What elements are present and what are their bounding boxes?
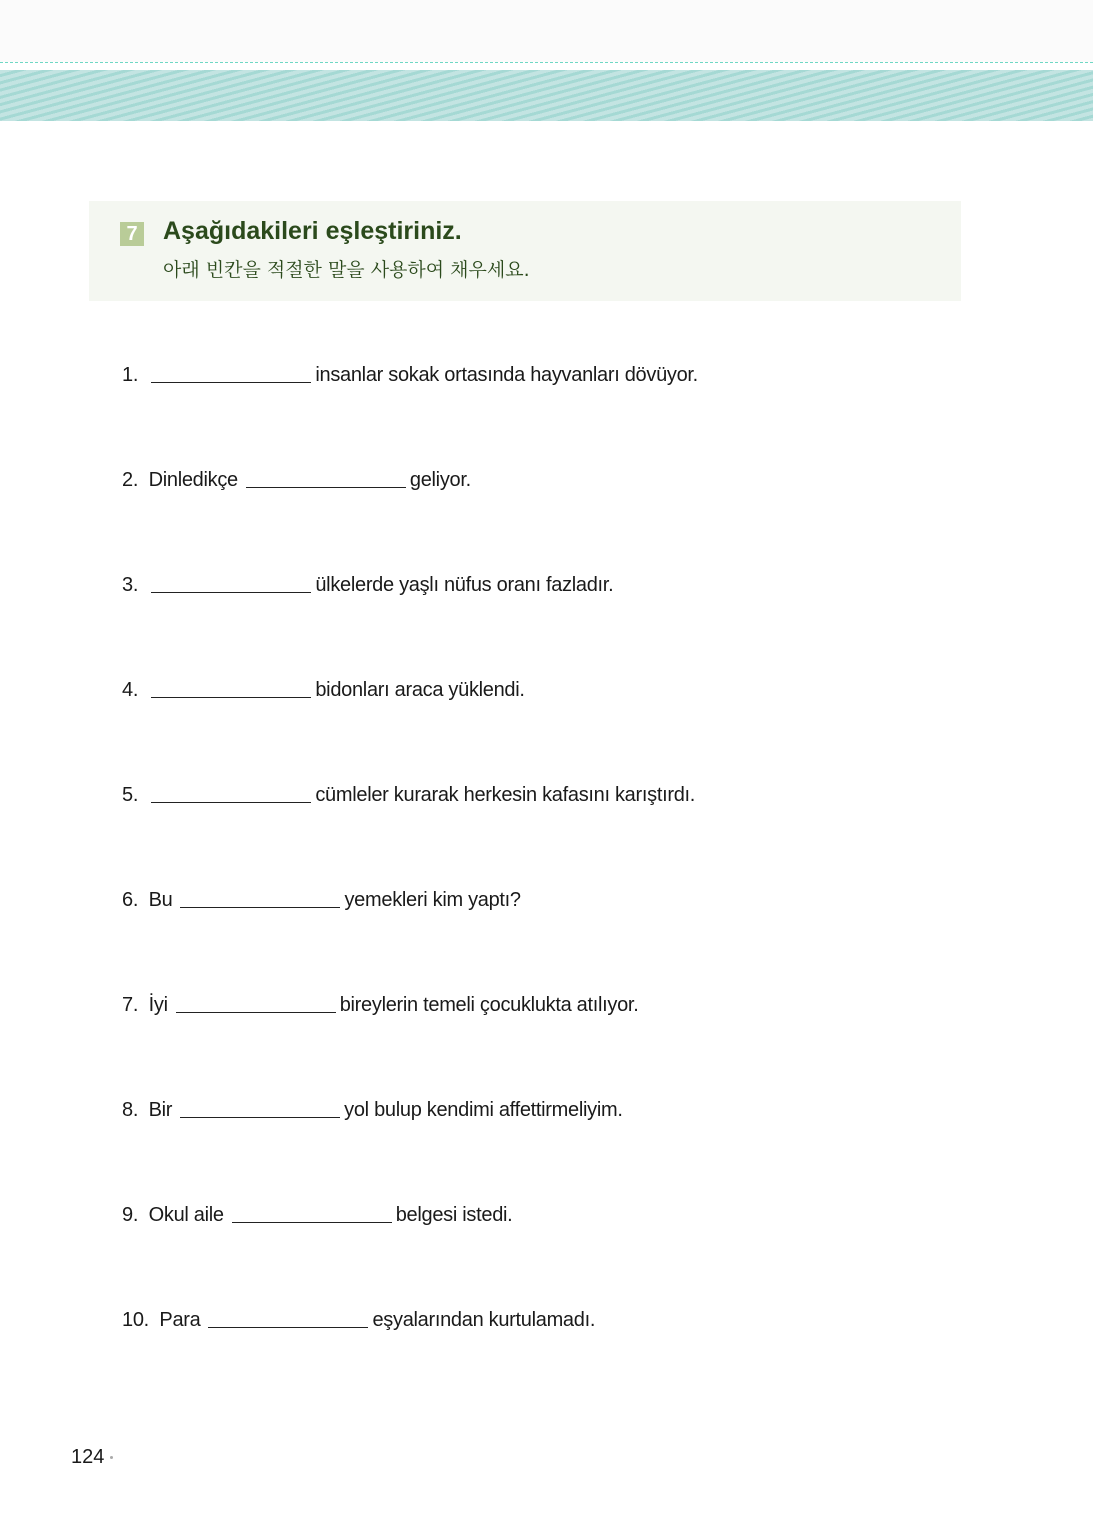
answer-blank[interactable] <box>246 469 406 488</box>
item-number: 7. <box>122 994 139 1016</box>
exercise-title: Aşağıdakileri eşleştiriniz. <box>163 217 462 245</box>
exercise-item <box>122 1099 623 1122</box>
item-number: 2. <box>122 469 139 491</box>
top-margin <box>0 0 1093 62</box>
item-number: 1. <box>122 364 139 386</box>
item-suffix: geliyor. <box>409 469 471 491</box>
exercise-number: 7 <box>120 222 144 246</box>
exercise-item <box>122 1204 512 1227</box>
answer-blank[interactable] <box>151 784 311 803</box>
answer-blank[interactable] <box>180 1099 340 1118</box>
exercise-item <box>122 679 525 702</box>
exercise-header <box>89 201 961 301</box>
answer-blank[interactable] <box>151 364 311 383</box>
item-prefix: Bir <box>148 1099 173 1121</box>
answer-blank[interactable] <box>208 1309 368 1328</box>
item-suffix: insanlar sokak ortasında hayvanları dövüyor. <box>315 364 698 386</box>
item-number: 3. <box>122 574 139 596</box>
item-prefix: İyi <box>148 994 168 1016</box>
exercise-item <box>122 1309 595 1332</box>
item-prefix: Dinledikçe <box>148 469 238 491</box>
answer-blank[interactable] <box>232 1204 392 1223</box>
exercise-item <box>122 574 613 597</box>
item-suffix: ülkelerde yaşlı nüfus oranı fazladır. <box>315 574 614 596</box>
item-number: 9. <box>122 1204 139 1226</box>
answer-blank[interactable] <box>180 889 340 908</box>
exercise-subtitle: 아래 빈칸을 적절한 말을 사용하여 채우세요. <box>163 259 530 281</box>
item-number: 4. <box>122 679 139 701</box>
item-suffix: cümleler kurarak herkesin kafasını karıştırdı. <box>315 784 696 806</box>
item-number: 6. <box>122 889 139 911</box>
exercise-item <box>122 784 695 807</box>
item-number: 8. <box>122 1099 139 1121</box>
exercise-item <box>122 994 638 1017</box>
decorative-header-band <box>0 70 1093 121</box>
item-number: 10. <box>122 1309 149 1331</box>
exercise-item <box>122 889 521 912</box>
page-dot <box>110 1456 113 1459</box>
answer-blank[interactable] <box>151 679 311 698</box>
item-suffix: belgesi istedi. <box>395 1204 513 1226</box>
answer-blank[interactable] <box>176 994 336 1013</box>
answer-blank[interactable] <box>151 574 311 593</box>
item-suffix: eşyalarından kurtulamadı. <box>372 1309 596 1331</box>
item-suffix: yemekleri kim yaptı? <box>344 889 521 911</box>
item-suffix: yol bulup kendimi affettirmeliyim. <box>344 1099 623 1121</box>
dashed-divider <box>0 62 1093 63</box>
item-prefix: Okul aile <box>148 1204 224 1226</box>
exercise-item <box>122 469 471 492</box>
item-suffix: bidonları araca yüklendi. <box>315 679 525 701</box>
item-suffix: bireylerin temeli çocuklukta atılıyor. <box>339 994 639 1016</box>
item-prefix: Para <box>159 1309 201 1331</box>
exercise-item <box>122 364 698 387</box>
item-number: 5. <box>122 784 139 806</box>
page-number: 124 <box>71 1446 105 1468</box>
item-prefix: Bu <box>148 889 173 911</box>
